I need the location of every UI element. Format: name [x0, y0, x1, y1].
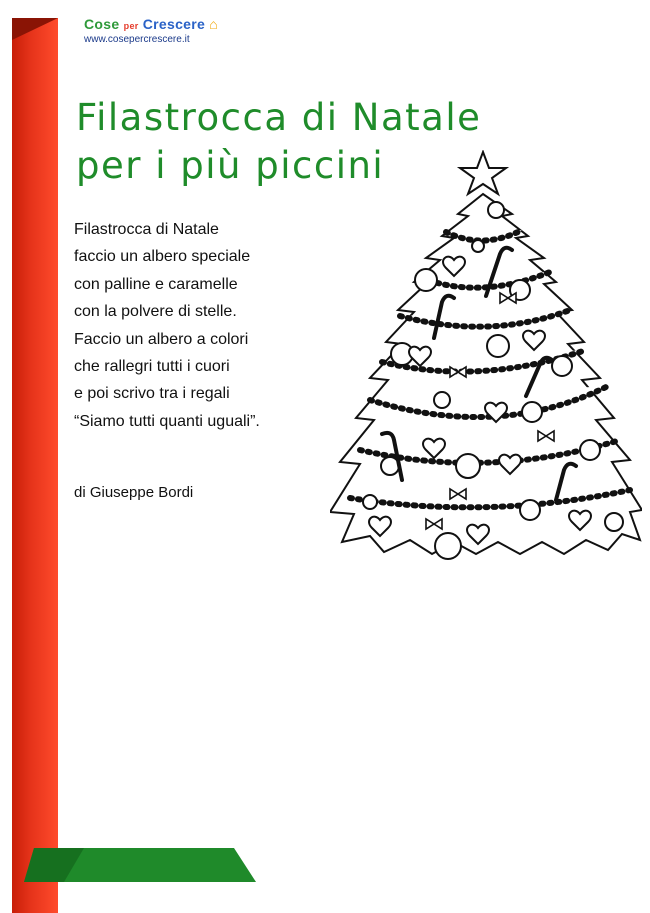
green-ribbon-border: [24, 848, 256, 882]
title-line-2: per i più piccini: [76, 144, 385, 187]
poem-author: di Giuseppe Bordi: [74, 484, 194, 501]
poem-line: che rallegri tutti i cuori: [74, 358, 230, 376]
logo-word-crescere: Crescere: [142, 16, 206, 32]
poem-line: faccio un albero speciale: [74, 248, 251, 266]
poem-line: Faccio un albero a colori: [74, 330, 249, 348]
poem-line: con palline e caramelle: [74, 275, 238, 293]
christmas-tree-illustration: [330, 150, 642, 570]
house-icon: ⌂: [209, 16, 219, 32]
red-ribbon-border: [12, 18, 58, 913]
site-logo[interactable]: [84, 16, 224, 45]
poem-line: e poi scrivo tra i regali: [74, 385, 230, 403]
logo-word-cose: Cose: [84, 16, 120, 32]
title-line-1: Filastrocca di Natale: [76, 96, 482, 139]
poem-line: “Siamo tutti quanti uguali”.: [74, 412, 260, 430]
logo-brand-text: [84, 16, 224, 32]
poem-line: Filastrocca di Natale: [74, 221, 219, 238]
ribbon-fold-shadow: [12, 18, 58, 40]
logo-word-per: per: [123, 21, 139, 31]
poem-line: con la polvere di stelle.: [74, 303, 237, 321]
poem-text: [74, 216, 334, 435]
star-icon: [460, 152, 506, 194]
site-url[interactable]: www.cosepercrescere.it: [84, 34, 190, 45]
